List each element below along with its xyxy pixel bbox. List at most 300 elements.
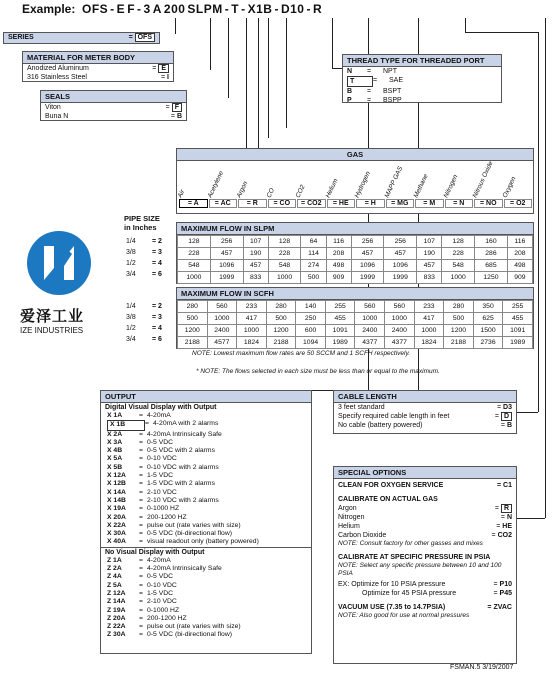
table-cell: 116	[326, 236, 351, 248]
output-code: X 4B	[107, 447, 123, 455]
list-item: Z 2A = 4-20mA Intrinsically Safe	[107, 565, 222, 573]
table-cell: 1824	[414, 337, 444, 349]
special-header: SPECIAL OPTIONS	[334, 467, 516, 479]
list-item: Z 14A = 2-10 VDC	[107, 598, 177, 606]
gas-opt-code-3: CO2	[497, 532, 512, 539]
table-cell: 4577	[207, 337, 237, 349]
gas-code-value: A	[193, 200, 199, 207]
table-cell: 286	[475, 248, 508, 260]
cal-gas-title: CALIBRATE ON ACTUAL GAS	[338, 496, 438, 503]
table-cell: 548	[268, 260, 301, 272]
table-cell: 107	[243, 236, 268, 248]
thread-box: THREAD TYPE FOR THREADED PORT N = NPT T = SAE B = BSPT P = BSPP	[342, 54, 502, 103]
table-cell: 548	[178, 260, 211, 272]
scfh-table	[177, 300, 533, 349]
table-cell: 1096	[384, 260, 417, 272]
gas-name-9: Nitrogen	[442, 173, 459, 199]
table-cell: 228	[442, 248, 475, 260]
note-lowest: NOTE: Lowest maximum flow rates are 50 SCCM and 1 SCFH respectively.	[192, 350, 411, 357]
gas-opt-label-0: Argon	[338, 505, 357, 512]
gas-code-11: = O2	[504, 199, 533, 208]
output-label: 0-10 VDC with 2 alarms	[147, 463, 219, 471]
table-cell: 190	[243, 248, 268, 260]
table-cell: 2400	[385, 325, 415, 337]
table-cell: 2188	[266, 337, 296, 349]
material-label-1: 316 Stainless Steel	[27, 74, 87, 81]
gas-name-5: Helium	[324, 177, 340, 199]
output-sub2: No Visual Display with Output	[101, 547, 311, 557]
series-header: SERIES	[8, 34, 34, 41]
table-cell: 1989	[503, 337, 533, 349]
output-label: 0-10 VDC	[147, 455, 177, 463]
output-code: Z 5A	[107, 581, 122, 589]
seals-code-1: B	[176, 113, 182, 120]
table-cell: 228	[178, 248, 211, 260]
clean-label: CLEAN FOR OXYGEN SERVICE	[338, 482, 444, 489]
table-cell: 1250	[475, 272, 508, 284]
table-cell: 250	[296, 313, 326, 325]
table-cell: 128	[178, 236, 211, 248]
scfh-header: MAXIMUM FLOW IN SCFH	[177, 288, 533, 300]
thread-header: THREAD TYPE FOR THREADED PORT	[343, 55, 501, 67]
cable-code-0: D3	[503, 404, 512, 411]
slpm-table	[177, 235, 533, 284]
output-label: 4-20mA with 2 alarms	[153, 420, 219, 428]
table-cell: 457	[210, 248, 243, 260]
table-cell: 1000	[414, 325, 444, 337]
table-cell: 2400	[355, 325, 385, 337]
gas-name-7: MAPP GAS	[383, 165, 404, 199]
pipe-size: 3/4	[126, 271, 136, 278]
table-cell: 1000	[178, 272, 211, 284]
list-item: X 14B = 2-10 VDC with 2 alarms	[107, 496, 219, 504]
table-row	[178, 236, 533, 248]
output-label: 0-5 VDC	[147, 573, 174, 581]
pipe-code: 6	[158, 336, 162, 343]
output-box	[100, 390, 312, 654]
output-code: X 14B	[107, 496, 126, 504]
gas-code-8: = M	[415, 199, 444, 208]
gas-name-1: Acetylene	[206, 170, 225, 199]
list-item: Z 1A = 4-20mA	[107, 556, 171, 564]
gas-name-3: CO	[265, 187, 276, 199]
gas-names	[177, 161, 533, 199]
note-selected: * NOTE: The flows selected in each size must be less than or equal to the maximum.	[196, 368, 440, 375]
pipe-size: 3/4	[126, 336, 136, 343]
table-cell: 909	[326, 272, 351, 284]
cable-code-1: D	[501, 412, 512, 421]
table-cell: 1500	[473, 325, 503, 337]
table-cell: 1096	[210, 260, 243, 272]
table-cell: 1000	[237, 325, 267, 337]
seals-box: SEALS Viton = F Buna N = B	[40, 90, 187, 121]
output-label: 0-5 VDC with 2 alarms	[147, 447, 215, 455]
output-code: Z 20A	[107, 614, 126, 622]
table-cell: 417	[414, 313, 444, 325]
table-cell: 1094	[296, 337, 326, 349]
output-label: 4-20mA	[147, 556, 171, 564]
output-label: 2-10 VDC	[147, 598, 177, 606]
slpm-pipe-column: 1/4 = 2 3/8 = 3 1/2 = 4 3/4 = 6	[120, 236, 176, 280]
gas-code-10: = NO	[474, 199, 503, 208]
example-code-part: F	[127, 2, 136, 16]
table-row	[178, 337, 533, 349]
example-code-part: T	[231, 2, 240, 16]
output-code: X 19A	[107, 505, 126, 513]
table-cell: 1000	[385, 313, 415, 325]
gas-code-value: MG	[397, 200, 409, 207]
gas-header: GAS	[177, 149, 533, 161]
table-cell: 833	[417, 272, 442, 284]
output-code: X 12A	[107, 472, 126, 480]
output-header: OUTPUT	[101, 391, 311, 403]
p1-code: P10	[499, 581, 512, 588]
thread-label: BSPT	[383, 88, 402, 95]
gas-name-11: Oxygen	[501, 175, 517, 199]
gas-name-10: Nitrous Oxide	[471, 160, 495, 199]
gas-code-1: = AC	[209, 199, 238, 208]
output-label: 2-10 VDC with 2 alarms	[147, 496, 219, 504]
table-cell: 1000	[355, 313, 385, 325]
list-item: X 12A = 1-5 VDC	[107, 472, 174, 480]
example-code-part: A	[152, 2, 162, 16]
material-label-0: Anodized Aluminum	[27, 65, 89, 72]
output-code: X 22A	[107, 521, 126, 529]
pipe-code: 3	[158, 249, 162, 256]
table-cell: 1824	[237, 337, 267, 349]
list-item: X 2A = 4-20mA Intrinsically Safe	[107, 430, 222, 438]
material-box: MATERIAL FOR METER BODY Anodized Aluminum = E 316 Stainless Steel = I	[22, 51, 174, 82]
table-cell: 457	[243, 260, 268, 272]
seals-label-1: Buna N	[45, 113, 69, 120]
table-cell: 256	[351, 236, 384, 248]
special-note3: NOTE: Also good for use at normal pressures	[338, 612, 470, 619]
output-code: Z 30A	[107, 631, 126, 639]
pipe-size: 3/8	[126, 249, 136, 256]
gas-code-value: NO	[486, 200, 497, 207]
table-cell: 909	[507, 272, 532, 284]
table-row	[178, 301, 533, 313]
gas-code-value: AC	[220, 200, 231, 207]
output-label: 0-10 VDC	[147, 581, 177, 589]
gas-code-value: R	[252, 200, 258, 207]
cable-label-0: 3 feet standard	[338, 404, 385, 411]
gas-opt-code-1: N	[506, 514, 512, 521]
gas-code-value: M	[429, 200, 436, 207]
gas-code-0: = A	[179, 199, 208, 208]
list-item: Z 12A = 1-5 VDC	[107, 589, 174, 597]
table-cell: 208	[507, 248, 532, 260]
pipe-size: 1/4	[126, 238, 136, 245]
output-code: Z 4A	[107, 573, 122, 581]
p2-code: P45	[499, 590, 512, 597]
table-cell: 116	[507, 236, 532, 248]
list-item: Z 5A = 0-10 VDC	[107, 581, 177, 589]
output-label: 1-5 VDC	[147, 472, 174, 480]
gas-code-2: = R	[238, 199, 267, 208]
output-label: 4-20mA Intrinsically Safe	[147, 430, 222, 438]
p2-label: Optimize for 45 PSIA pressure	[362, 590, 457, 597]
example-code-part: OFS	[82, 2, 109, 16]
table-cell: 208	[326, 248, 351, 260]
example-code-part: R	[312, 2, 323, 16]
table-cell: 457	[417, 260, 442, 272]
output-sub1: Digital Visual Display with Output	[105, 404, 217, 411]
list-item: Z 20A = 200-1200 HZ	[107, 614, 187, 622]
footer: FSMAN.5 3/19/2007	[450, 664, 514, 671]
table-cell: 1000	[442, 272, 475, 284]
output-label: 1-5 VDC with 2 alarms	[147, 480, 215, 488]
thread-code: B	[347, 88, 353, 95]
example-code-part: -	[110, 2, 115, 16]
special-note2: NOTE: Select any specific pressure between 10 and 100 PSIA	[338, 562, 502, 577]
example-code-part: -	[241, 2, 246, 16]
output-code: X 1A	[107, 412, 123, 419]
table-cell: 2736	[473, 337, 503, 349]
pipe-header-1: PIPE SIZE	[124, 214, 160, 223]
gas-code-value: HE	[338, 200, 349, 207]
table-cell: 685	[475, 260, 508, 272]
logo	[20, 228, 110, 335]
output-code: X 30A	[107, 530, 126, 538]
table-row	[178, 260, 533, 272]
example-code-part: -	[306, 2, 311, 16]
table-cell: 274	[301, 260, 326, 272]
table-cell: 160	[475, 236, 508, 248]
output-code: Z 2A	[107, 565, 122, 573]
list-item: Z 4A = 0-5 VDC	[107, 573, 174, 581]
list-item: X 5A = 0-10 VDC	[107, 455, 177, 463]
output-label: visual readout only (battery powered)	[147, 538, 259, 546]
output-label: 0-1000 HZ	[147, 505, 180, 513]
table-cell: 4377	[355, 337, 385, 349]
table-cell: 457	[384, 248, 417, 260]
output-label: 200-1200 HZ	[147, 513, 187, 521]
example-code-part: SLPM	[187, 2, 223, 16]
gas-code-value: H	[370, 200, 376, 207]
cable-label-2: No cable (battery powered)	[338, 422, 423, 429]
table-cell: 625	[473, 313, 503, 325]
table-cell: 500	[301, 272, 326, 284]
pipe-code: 3	[158, 314, 162, 321]
gas-name-0: Air	[176, 188, 187, 199]
example-code-part: X1B	[247, 2, 273, 16]
table-row	[178, 325, 533, 337]
table-cell: 114	[301, 248, 326, 260]
gas-code-6: = H	[356, 199, 385, 208]
gas-code-value: CO2	[307, 200, 322, 207]
example-code-part: -	[274, 2, 279, 16]
table-cell: 600	[296, 325, 326, 337]
list-item: X 19A = 0-1000 HZ	[107, 505, 180, 513]
vac-code: ZVAC	[493, 604, 512, 611]
output-code: X 20A	[107, 513, 126, 521]
output-code: X 5B	[107, 463, 123, 471]
table-cell: 2400	[207, 325, 237, 337]
pipe-size: 3/8	[126, 314, 136, 321]
output-code: Z 19A	[107, 606, 126, 614]
table-cell: 455	[503, 313, 533, 325]
table-cell: 1999	[210, 272, 243, 284]
table-cell: 833	[243, 272, 268, 284]
gas-opt-label-1: Nitrogen	[338, 514, 365, 521]
output-code: X 3A	[107, 438, 123, 446]
gas-code-7: = MG	[386, 199, 415, 208]
list-item: Z 19A = 0-1000 HZ	[107, 606, 180, 614]
pipe-code: 2	[158, 303, 162, 310]
table-row	[178, 248, 533, 260]
output-label: 0-5 VDC (bi-directional flow)	[147, 631, 232, 639]
cable-code-2: B	[506, 422, 512, 429]
series-value: OFS	[135, 33, 155, 42]
scfh-pipe-column: 1/4 = 2 3/8 = 3 1/2 = 4 3/4 = 6	[120, 301, 176, 345]
list-item: X 1A = 4-20mA	[107, 412, 171, 419]
logo-mark-icon	[24, 228, 94, 298]
cal-pressure-title: CALIBRATE AT SPECIFIC PRESSURE IN PSIA	[338, 554, 491, 561]
table-cell: 1200	[444, 325, 474, 337]
gas-opt-code-2: HE	[502, 523, 512, 530]
pipe-code: 2	[158, 238, 162, 245]
table-cell: 2188	[178, 337, 208, 349]
gas-code-3: = CO	[268, 199, 297, 208]
gas-codes	[177, 199, 533, 208]
output-code: Z 12A	[107, 589, 126, 597]
list-item: X 12B = 1-5 VDC with 2 alarms	[107, 480, 215, 488]
table-cell: 417	[237, 313, 267, 325]
table-cell: 455	[325, 313, 355, 325]
table-cell: 64	[301, 236, 326, 248]
logo-cn: 爱泽工业	[20, 308, 85, 325]
gas-name-4: CO2	[294, 183, 307, 199]
logo-en: IZE INDUSTRIES	[20, 326, 84, 335]
pipe-code: 4	[158, 260, 162, 267]
table-row	[178, 313, 533, 325]
table-cell: 1091	[325, 325, 355, 337]
pipe-code: 6	[158, 271, 162, 278]
table-cell: 548	[442, 260, 475, 272]
example-code	[82, 2, 324, 16]
output-label: pulse out (rate varies with size)	[147, 521, 241, 529]
table-cell: 1999	[351, 272, 384, 284]
thread-label: SAE	[389, 77, 404, 84]
table-cell: 280	[444, 301, 474, 313]
output-label: 0-1000 HZ	[147, 606, 180, 614]
gas-code-value: N	[459, 200, 465, 207]
list-item: X 22A = pulse out (rate varies with size)	[107, 521, 241, 529]
table-cell: 1091	[503, 325, 533, 337]
table-cell: 1999	[384, 272, 417, 284]
thread-code: N	[347, 68, 353, 75]
table-cell: 1000	[207, 313, 237, 325]
pipe-size: 1/2	[126, 325, 136, 332]
example-label: Example:	[22, 2, 76, 16]
output-code: Z 14A	[107, 598, 126, 606]
thread-label: NPT	[383, 68, 397, 75]
table-cell: 2188	[444, 337, 474, 349]
example-code-part: 200	[163, 2, 186, 16]
gas-code-5: = HE	[327, 199, 356, 208]
gas-name-8: Methane	[412, 173, 430, 199]
table-cell: 233	[237, 301, 267, 313]
gas-opt-label-3: Carbon Dioxide	[338, 532, 387, 539]
table-cell: 255	[325, 301, 355, 313]
gas-name-2: Argon	[235, 180, 250, 199]
gas-code-value: CO	[279, 200, 291, 207]
table-cell: 560	[355, 301, 385, 313]
series-eq: =	[128, 34, 133, 41]
material-code-1: I	[167, 74, 169, 81]
list-item: Z 30A = 0-5 VDC (bi-directional flow)	[107, 631, 232, 639]
list-item: X 3A = 0-5 VDC	[107, 438, 174, 446]
pipe-code: 4	[158, 325, 162, 332]
table-cell: 233	[414, 301, 444, 313]
table-cell: 190	[417, 248, 442, 260]
output-code: X 12B	[107, 480, 126, 488]
table-cell: 128	[442, 236, 475, 248]
table-cell: 1096	[351, 260, 384, 272]
output-code: X 1B	[107, 420, 145, 430]
table-cell: 280	[178, 301, 208, 313]
table-cell: 560	[207, 301, 237, 313]
series-box	[3, 32, 160, 44]
table-cell: 1989	[325, 337, 355, 349]
cable-label-1: Specify required cable length in feet	[338, 413, 450, 420]
list-item: X 40A = visual readout only (battery powered)	[107, 538, 259, 546]
list-item: X 5B = 0-10 VDC with 2 alarms	[107, 463, 219, 471]
list-item: X 30A = 0-5 VDC (bi-directional flow)	[107, 530, 232, 538]
example-code-part: -	[224, 2, 230, 16]
output-code: X 2A	[107, 430, 123, 438]
output-label: 0-5 VDC (bi-directional flow)	[147, 530, 232, 538]
slpm-header: MAXIMUM FLOW IN SLPM	[177, 223, 533, 235]
p1-label: EX: Optimize for 10 PSIA pressure	[338, 581, 446, 588]
vac-label: VACUUM USE (7.35 to 14.7PSIA)	[338, 604, 446, 611]
example-code-part: E	[116, 2, 126, 16]
table-cell: 560	[385, 301, 415, 313]
thread-label: BSPP	[383, 97, 402, 104]
output-label: 0-5 VDC	[147, 438, 174, 446]
gas-code-4: = CO2	[297, 199, 326, 208]
output-code: Z 1A	[107, 556, 122, 564]
output-label: 1-5 VDC	[147, 589, 174, 597]
list-item: Z 22A = pulse out (rate varies with size)	[107, 623, 241, 631]
thread-code: P	[347, 97, 352, 104]
pipe-size: 1/4	[126, 303, 136, 310]
gas-name-6: Hydrogen	[353, 170, 372, 199]
list-item: X 4B = 0-5 VDC with 2 alarms	[107, 447, 215, 455]
table-cell: 228	[268, 248, 301, 260]
special-box: SPECIAL OPTIONS CLEAN FOR OXYGEN SERVICE = C1 CALIBRATE ON ACTUAL GAS Argon = R Nitrogen = N Helium = HE Carbon Dioxide = CO2 NOTE: Consult factory for other gasses and mixes CALIBRATE AT SPECIFIC PRESSURE IN PSIA NOTE: Select any specific pressure between 10 and 100 PSIA EX: Optimize for 10 PSIA pressure = P10 Optimize for 45 PSIA pressure = P45 VACUUM USE (7.35 to 14.7PSIA) = ZVAC NOTE: Also good for use at normal pressures	[333, 466, 517, 664]
list-item: X 1B = 4-20mA with 2 alarms	[101, 420, 311, 430]
material-code-0: E	[158, 64, 169, 73]
pipe-size: 1/2	[126, 260, 136, 267]
list-item: X 14A = 2-10 VDC	[107, 488, 177, 496]
table-cell: 107	[417, 236, 442, 248]
table-cell: 498	[326, 260, 351, 272]
clean-code: C1	[503, 482, 512, 489]
table-cell: 500	[178, 313, 208, 325]
table-cell: 140	[296, 301, 326, 313]
table-cell: 1200	[266, 325, 296, 337]
cable-header: CABLE LENGTH	[334, 391, 516, 403]
output-label: pulse out (rate varies with size)	[147, 623, 241, 631]
special-note1: NOTE: Consult factory for other gasses and mixes	[338, 540, 483, 547]
example-code-part: 3	[143, 2, 151, 16]
table-row	[178, 272, 533, 284]
table-cell: 4377	[385, 337, 415, 349]
output-label: 4-20mA	[147, 412, 171, 419]
material-header: MATERIAL FOR METER BODY	[23, 52, 173, 64]
